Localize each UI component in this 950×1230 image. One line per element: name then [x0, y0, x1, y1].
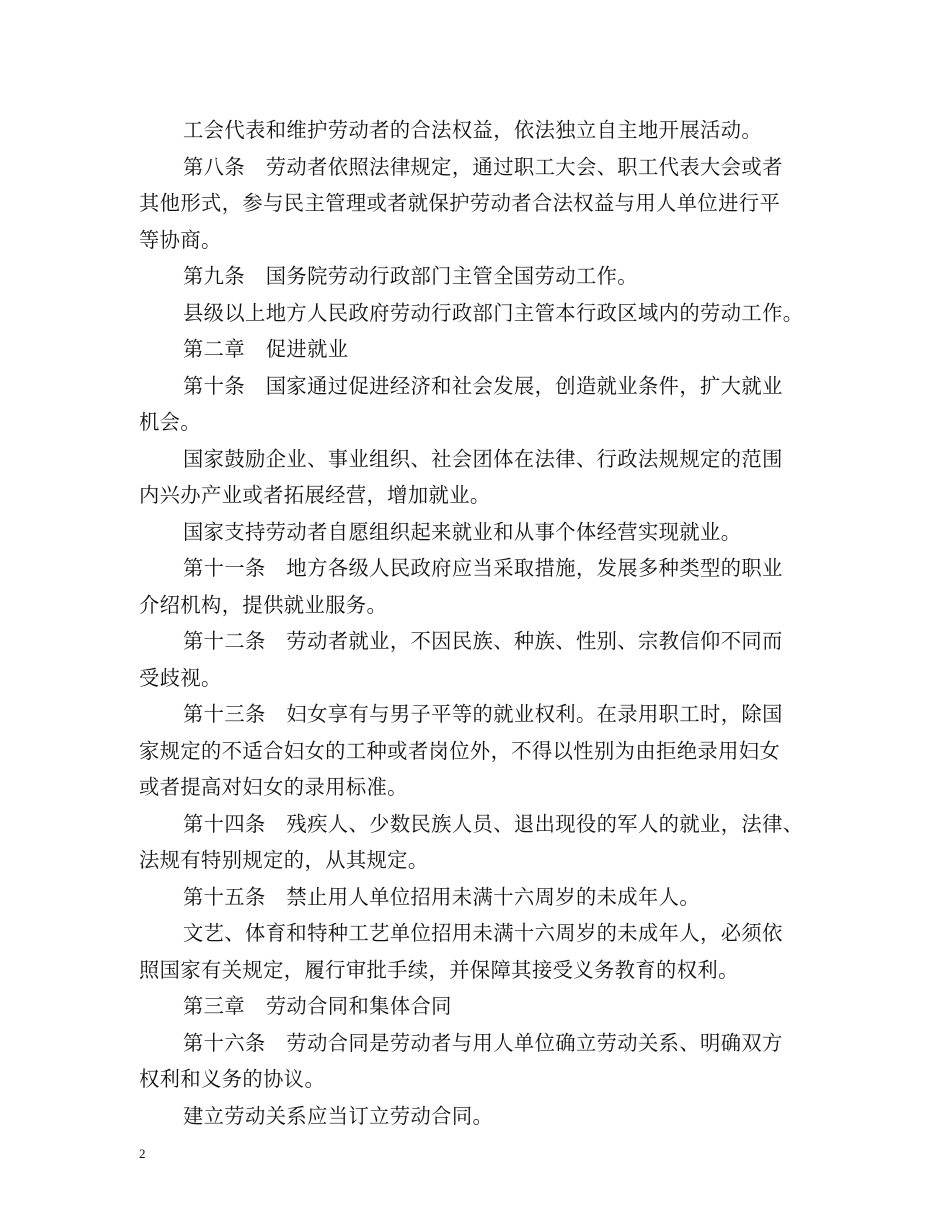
chapter-3-heading: 第三章 劳动合同和集体合同 [183, 994, 452, 1018]
article-15-line: 第十五条 禁止用人单位招用未满十六周岁的未成年人。 [183, 885, 701, 909]
text-line: 法规有特别规定的，从其规定。 [139, 848, 429, 872]
text-line: 等协商。 [139, 228, 222, 252]
text-line: 受歧视。 [139, 666, 222, 690]
text-line: 内兴办产业或者拓展经营，增加就业。 [139, 483, 491, 507]
article-9-line: 第九条 国务院劳动行政部门主管全国劳动工作。 [183, 264, 638, 288]
article-8-line: 第八条 劳动者依照法律规定，通过职工大会、职工代表大会或者 [183, 155, 783, 179]
article-12-line: 第十二条 劳动者就业，不因民族、种族、性别、宗教信仰不同而 [183, 629, 783, 653]
text-line: 介绍机构，提供就业服务。 [139, 593, 388, 617]
text-line: 国家支持劳动者自愿组织起来就业和从事个体经营实现就业。 [183, 520, 742, 544]
article-11-line: 第十一条 地方各级人民政府应当采取措施，发展多种类型的职业 [183, 556, 783, 580]
text-line: 文艺、体育和特种工艺单位招用未满十六周岁的未成年人，必须依 [183, 921, 783, 945]
text-line: 或者提高对妇女的录用标准。 [139, 775, 408, 799]
text-line: 机会。 [139, 410, 202, 434]
text-line: 国家鼓励企业、事业组织、社会团体在法律、行政法规规定的范围 [183, 447, 783, 471]
chapter-2-heading: 第二章 促进就业 [183, 337, 349, 361]
text-line: 家规定的不适合妇女的工种或者岗位外，不得以性别为由拒绝录用妇女 [139, 739, 781, 763]
text-line: 建立劳动关系应当订立劳动合同。 [183, 1104, 494, 1128]
text-line: 其他形式，参与民主管理或者就保护劳动者合法权益与用人单位进行平 [139, 191, 781, 215]
article-14-line: 第十四条 残疾人、少数民族人员、退出现役的军人的就业，法律、 [183, 812, 804, 836]
text-line: 照国家有关规定，履行审批手续，并保障其接受义务教育的权利。 [139, 958, 739, 982]
article-13-line: 第十三条 妇女享有与男子平等的就业权利。在录用职工时，除国 [183, 702, 783, 726]
page-number: 2 [139, 1146, 146, 1161]
article-16-line: 第十六条 劳动合同是劳动者与用人单位确立劳动关系、明确双方 [183, 1031, 783, 1055]
text-line: 工会代表和维护劳动者的合法权益，依法独立自主地开展活动。 [183, 118, 763, 142]
article-10-line: 第十条 国家通过促进经济和社会发展，创造就业条件，扩大就业 [183, 374, 783, 398]
text-line: 县级以上地方人民政府劳动行政部门主管本行政区域内的劳动工作。 [183, 301, 804, 325]
text-line: 权利和义务的协议。 [139, 1067, 326, 1091]
